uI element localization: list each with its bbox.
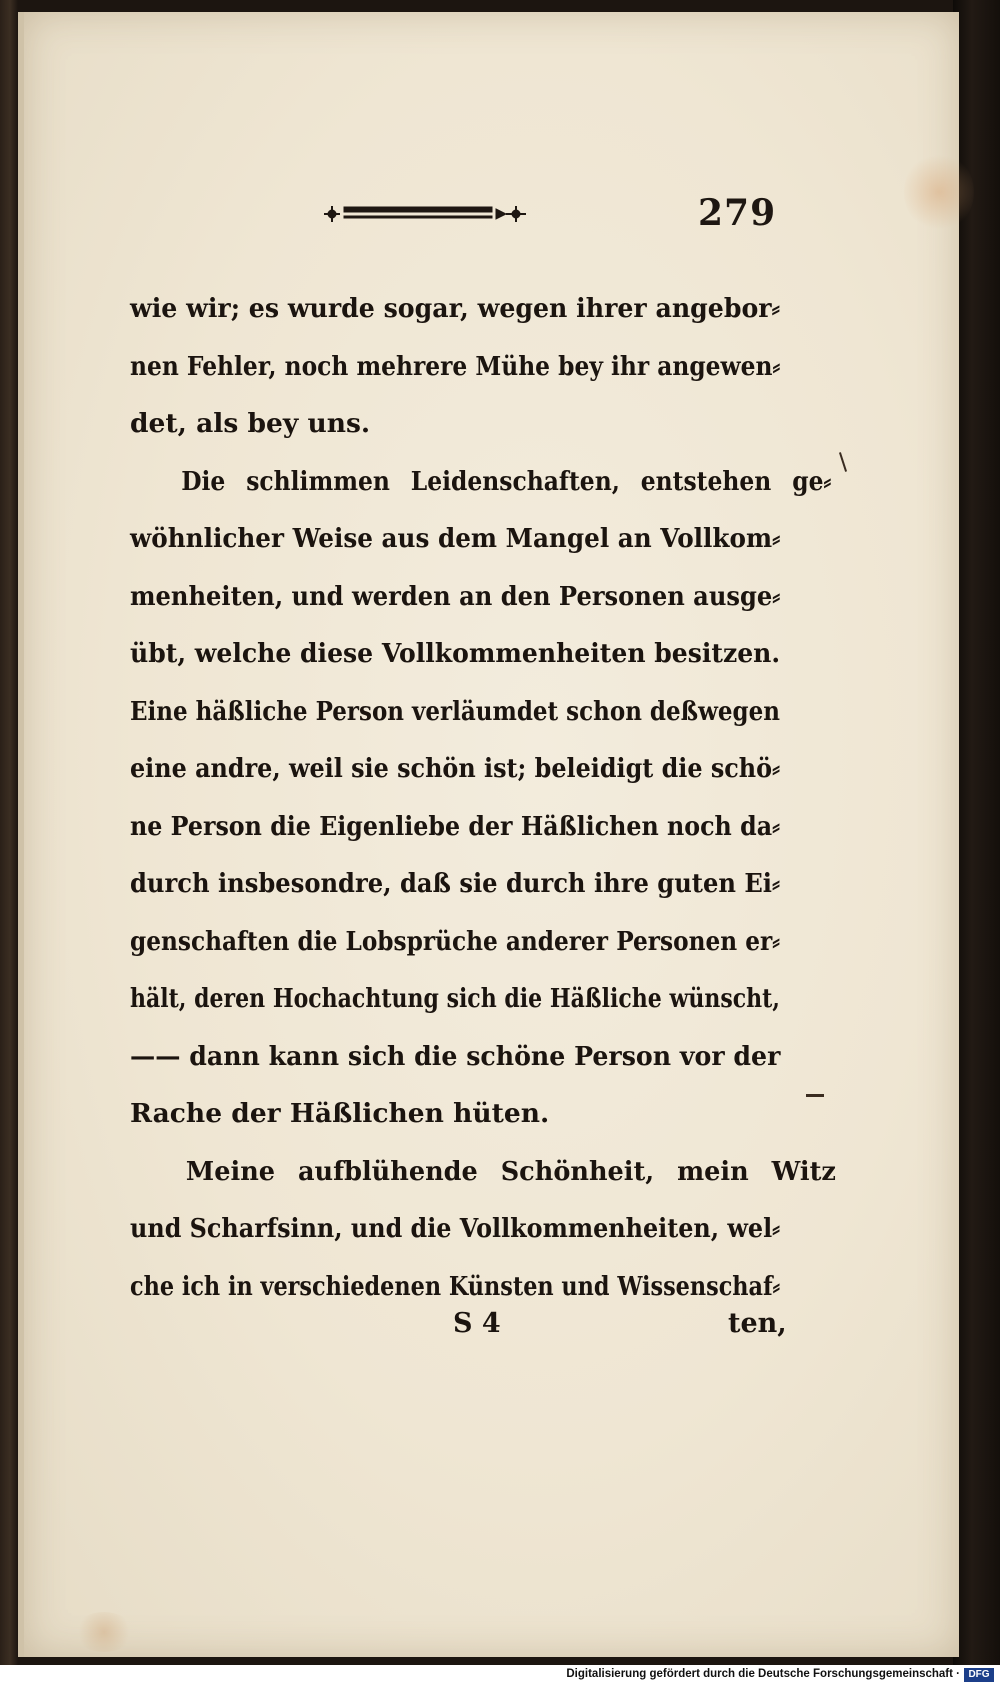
text-line: Meine aufblühende Schönheit, mein Witz bbox=[185, 1155, 836, 1187]
text-line: wöhnlicher Weise aus dem Mangel an Vollkom⸗ bbox=[130, 523, 781, 554]
text-line: che ich in verschiedenen Künsten und Wissenschaf⸗ bbox=[130, 1270, 781, 1302]
ink-mark bbox=[806, 1094, 824, 1097]
text-line: durch insbesondre, daß sie durch ihre guten Ei⸗ bbox=[130, 868, 781, 899]
text-line: Eine häßliche Person verläumdet schon deßwegen bbox=[130, 695, 780, 727]
body-text bbox=[130, 280, 836, 1315]
catchword: ten, bbox=[728, 1308, 787, 1339]
signature-mark: S 4 bbox=[453, 1308, 501, 1339]
text-line: wie wir; es wurde sogar, wegen ihrer angebor⸗ bbox=[130, 293, 781, 324]
scan-right-edge bbox=[953, 0, 1000, 1665]
text-line: nen Fehler, noch mehrere Mühe bey ihr angewen⸗ bbox=[130, 350, 781, 382]
text-line: menheiten, und werden an den Personen ausge⸗ bbox=[130, 580, 781, 612]
page-number: 279 bbox=[698, 192, 777, 234]
dfg-logo: DFG bbox=[964, 1668, 994, 1682]
text-line: ne Person die Eigenliebe der Häßlichen noch da⸗ bbox=[130, 810, 780, 842]
text-line: det, als bey uns. bbox=[130, 408, 371, 439]
page-footer-marks bbox=[130, 1308, 787, 1358]
digitization-footer bbox=[0, 1665, 1000, 1686]
text-line: hält, deren Hochachtung sich die Häßliche wünscht, bbox=[130, 983, 780, 1014]
foxing-stain bbox=[74, 1612, 134, 1652]
text-line: genschaften die Lobsprüche anderer Personen er⸗ bbox=[130, 925, 780, 957]
text-line: —— dann kann sich die schöne Person vor der bbox=[130, 1040, 781, 1072]
text-line: und Scharfsinn, und die Vollkommenheiten, wel⸗ bbox=[130, 1213, 781, 1244]
text-line: Rache der Häßlichen hüten. bbox=[130, 1098, 550, 1129]
header-ornament-icon bbox=[320, 196, 550, 232]
page-header bbox=[320, 192, 777, 236]
foxing-stain bbox=[904, 152, 974, 232]
text-line: eine andre, weil sie schön ist; beleidigt die schö⸗ bbox=[130, 753, 781, 784]
text-line: Die schlimmen Leidenschaften, entstehen ge⸗ bbox=[181, 465, 832, 497]
digitization-credit: Digitalisierung gefördert durch die Deutsche Forschungsgemeinschaft · bbox=[566, 1668, 960, 1680]
text-line: übt, welche diese Vollkommenheiten besitzen. bbox=[130, 638, 781, 669]
